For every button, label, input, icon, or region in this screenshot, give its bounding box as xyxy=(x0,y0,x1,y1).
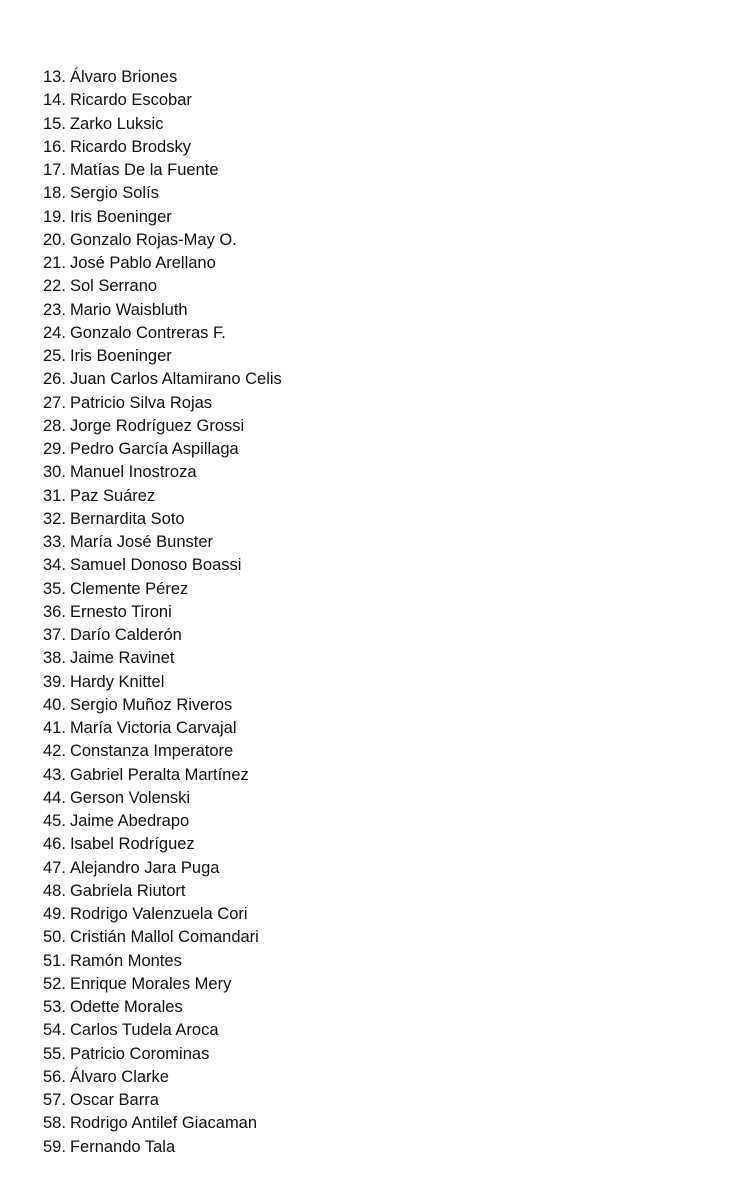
list-item xyxy=(43,554,282,577)
list-item-number: 55. xyxy=(43,1044,66,1063)
list-item xyxy=(43,415,282,438)
list-item-name: Gonzalo Contreras F. xyxy=(69,323,226,342)
list-item-name: Alejandro Jara Puga xyxy=(69,858,220,877)
list-item-number: 26. xyxy=(43,370,66,389)
list-item xyxy=(43,717,282,740)
list-item-number: 58. xyxy=(43,1114,66,1133)
list-item-number: 40. xyxy=(43,695,66,714)
list-item-number: 43. xyxy=(43,765,66,784)
list-item-name: Patricio Corominas xyxy=(69,1044,210,1063)
list-item xyxy=(43,229,282,252)
list-item xyxy=(43,275,282,298)
list-item-number: 32. xyxy=(43,509,66,528)
list-item-number: 46. xyxy=(43,835,66,854)
list-item-number: 34. xyxy=(43,556,66,575)
list-item-name: Sol Serrano xyxy=(69,277,158,296)
list-item-name: Pedro García Aspillaga xyxy=(69,440,239,458)
list-item xyxy=(43,438,282,461)
list-item xyxy=(43,485,282,508)
list-item-number: 30. xyxy=(43,463,66,482)
list-item-name: Paz Suárez xyxy=(69,486,156,505)
list-item-name: Iris Boeninger xyxy=(69,207,172,226)
list-item-name: Isabel Rodríguez xyxy=(69,835,195,854)
list-item-name: Cristián Mallol Comandari xyxy=(69,928,259,947)
list-item xyxy=(43,531,282,554)
list-item xyxy=(43,624,282,647)
list-item xyxy=(43,89,282,112)
list-item-name: Ramón Montes xyxy=(69,951,182,970)
list-item-number: 54. xyxy=(43,1021,66,1040)
list-item-number: 47. xyxy=(43,858,66,877)
list-item-number: 48. xyxy=(43,881,66,900)
list-item-number: 38. xyxy=(43,649,66,668)
list-item-name: Fernando Tala xyxy=(69,1137,176,1156)
list-item-number: 59. xyxy=(43,1137,66,1156)
list-item-name: Gabriel Peralta Martínez xyxy=(69,765,249,784)
list-item xyxy=(43,136,282,159)
list-item xyxy=(43,647,282,670)
list-item-number: 49. xyxy=(43,905,66,923)
list-item-name: Carlos Tudela Aroca xyxy=(69,1021,219,1040)
list-item xyxy=(43,833,282,856)
list-item-name: Rodrigo Valenzuela Cori xyxy=(69,905,248,923)
list-item xyxy=(43,345,282,368)
list-item-name: Samuel Donoso Boassi xyxy=(69,556,242,575)
list-item xyxy=(43,322,282,345)
list-item xyxy=(43,159,282,182)
list-item-number: 31. xyxy=(43,486,66,505)
list-item-number: 19. xyxy=(43,207,66,226)
list-item-name: Gerson Volenski xyxy=(69,788,191,807)
list-item-number: 28. xyxy=(43,416,66,435)
list-item xyxy=(43,926,282,949)
list-item xyxy=(43,252,282,275)
list-item xyxy=(43,1136,282,1159)
list-item-name: Gabriela Riutort xyxy=(69,881,186,900)
list-item xyxy=(43,206,282,229)
list-item xyxy=(43,1043,282,1066)
list-item-name: Manuel Inostroza xyxy=(69,463,197,482)
list-item xyxy=(43,368,282,391)
list-item-number: 42. xyxy=(43,742,66,761)
list-item-number: 21. xyxy=(43,254,66,272)
list-item-name: Enrique Morales Mery xyxy=(69,974,232,993)
list-item-number: 27. xyxy=(43,393,66,412)
list-item-number: 51. xyxy=(43,951,66,970)
list-item xyxy=(43,787,282,810)
list-item xyxy=(43,740,282,763)
list-item xyxy=(43,764,282,787)
list-item-name: Zarko Luksic xyxy=(69,114,164,133)
list-item-number: 20. xyxy=(43,230,66,249)
list-item-name: Jaime Abedrapo xyxy=(69,812,190,830)
list-item-number: 56. xyxy=(43,1067,66,1086)
list-item-number: 45. xyxy=(43,812,66,830)
list-item xyxy=(43,1019,282,1042)
list-item-number: 44. xyxy=(43,788,66,807)
list-item xyxy=(43,508,282,531)
list-item-number: 41. xyxy=(43,719,66,737)
list-item-name: Hardy Knittel xyxy=(69,672,165,691)
list-item xyxy=(43,810,282,833)
list-item-name: Ricardo Brodsky xyxy=(69,137,191,156)
list-item-number: 13. xyxy=(43,68,66,86)
list-item xyxy=(43,392,282,415)
list-item-name: Sergio Solís xyxy=(69,184,159,203)
list-item xyxy=(43,461,282,484)
list-item-name: María José Bunster xyxy=(69,533,213,551)
list-item-number: 24. xyxy=(43,323,66,342)
list-item-number: 35. xyxy=(43,579,66,598)
list-item xyxy=(43,113,282,136)
list-item-number: 36. xyxy=(43,602,66,621)
list-item-name: Jaime Ravinet xyxy=(69,649,175,668)
list-item xyxy=(43,671,282,694)
list-item-number: 16. xyxy=(43,137,66,156)
list-item-name: Gonzalo Rojas-May O. xyxy=(69,230,237,249)
list-item-name: Odette Morales xyxy=(69,998,183,1016)
list-item-name: María Victoria Carvajal xyxy=(69,719,237,737)
list-item-name: Juan Carlos Altamirano Celis xyxy=(69,370,282,389)
list-item-name: Álvaro Clarke xyxy=(69,1067,169,1086)
list-item-number: 29. xyxy=(43,440,66,458)
list-item-name: José Pablo Arellano xyxy=(69,254,216,272)
list-item xyxy=(43,903,282,926)
list-item xyxy=(43,601,282,624)
list-item xyxy=(43,1112,282,1135)
list-item-name: Darío Calderón xyxy=(69,626,182,644)
list-item-name: Matías De la Fuente xyxy=(69,161,219,179)
list-item-name: Sergio Muñoz Riveros xyxy=(69,695,233,714)
list-item-name: Constanza Imperatore xyxy=(69,742,234,761)
list-item-number: 22. xyxy=(43,277,66,296)
list-item-number: 15. xyxy=(43,114,66,133)
list-item-number: 52. xyxy=(43,974,66,993)
list-item-name: Rodrigo Antilef Giacaman xyxy=(69,1114,258,1133)
list-item-number: 14. xyxy=(43,91,66,110)
list-item xyxy=(43,182,282,205)
list-item-number: 25. xyxy=(43,347,66,365)
list-item xyxy=(43,996,282,1019)
list-item-name: Mario Waisbluth xyxy=(69,300,188,319)
list-item-name: Ernesto Tironi xyxy=(69,602,172,621)
list-item-name: Clemente Pérez xyxy=(69,579,189,598)
list-item-name: Oscar Barra xyxy=(69,1091,159,1109)
list-item xyxy=(43,857,282,880)
list-item-number: 18. xyxy=(43,184,66,203)
list-item xyxy=(43,299,282,322)
list-item xyxy=(43,66,282,89)
list-item-name: Ricardo Escobar xyxy=(69,91,192,110)
list-item-number: 39. xyxy=(43,672,66,691)
list-item-name: Álvaro Briones xyxy=(69,68,178,86)
list-item-number: 23. xyxy=(43,300,66,319)
list-item-number: 57. xyxy=(43,1091,66,1109)
list-item xyxy=(43,950,282,973)
list-item-number: 37. xyxy=(43,626,66,644)
list-item-number: 50. xyxy=(43,928,66,947)
list-item-name: Patricio Silva Rojas xyxy=(69,393,213,412)
list-item-number: 53. xyxy=(43,998,66,1016)
list-item xyxy=(43,578,282,601)
list-item xyxy=(43,694,282,717)
list-item-name: Bernardita Soto xyxy=(69,509,185,528)
list-item xyxy=(43,880,282,903)
list-item xyxy=(43,1089,282,1112)
list-item-name: Iris Boeninger xyxy=(69,347,172,365)
list-item-number: 17. xyxy=(43,161,66,179)
list-item-number: 33. xyxy=(43,533,66,551)
list-item xyxy=(43,973,282,996)
numbered-name-list xyxy=(43,66,282,1159)
list-item xyxy=(43,1066,282,1089)
list-item-name: Jorge Rodríguez Grossi xyxy=(69,416,245,435)
